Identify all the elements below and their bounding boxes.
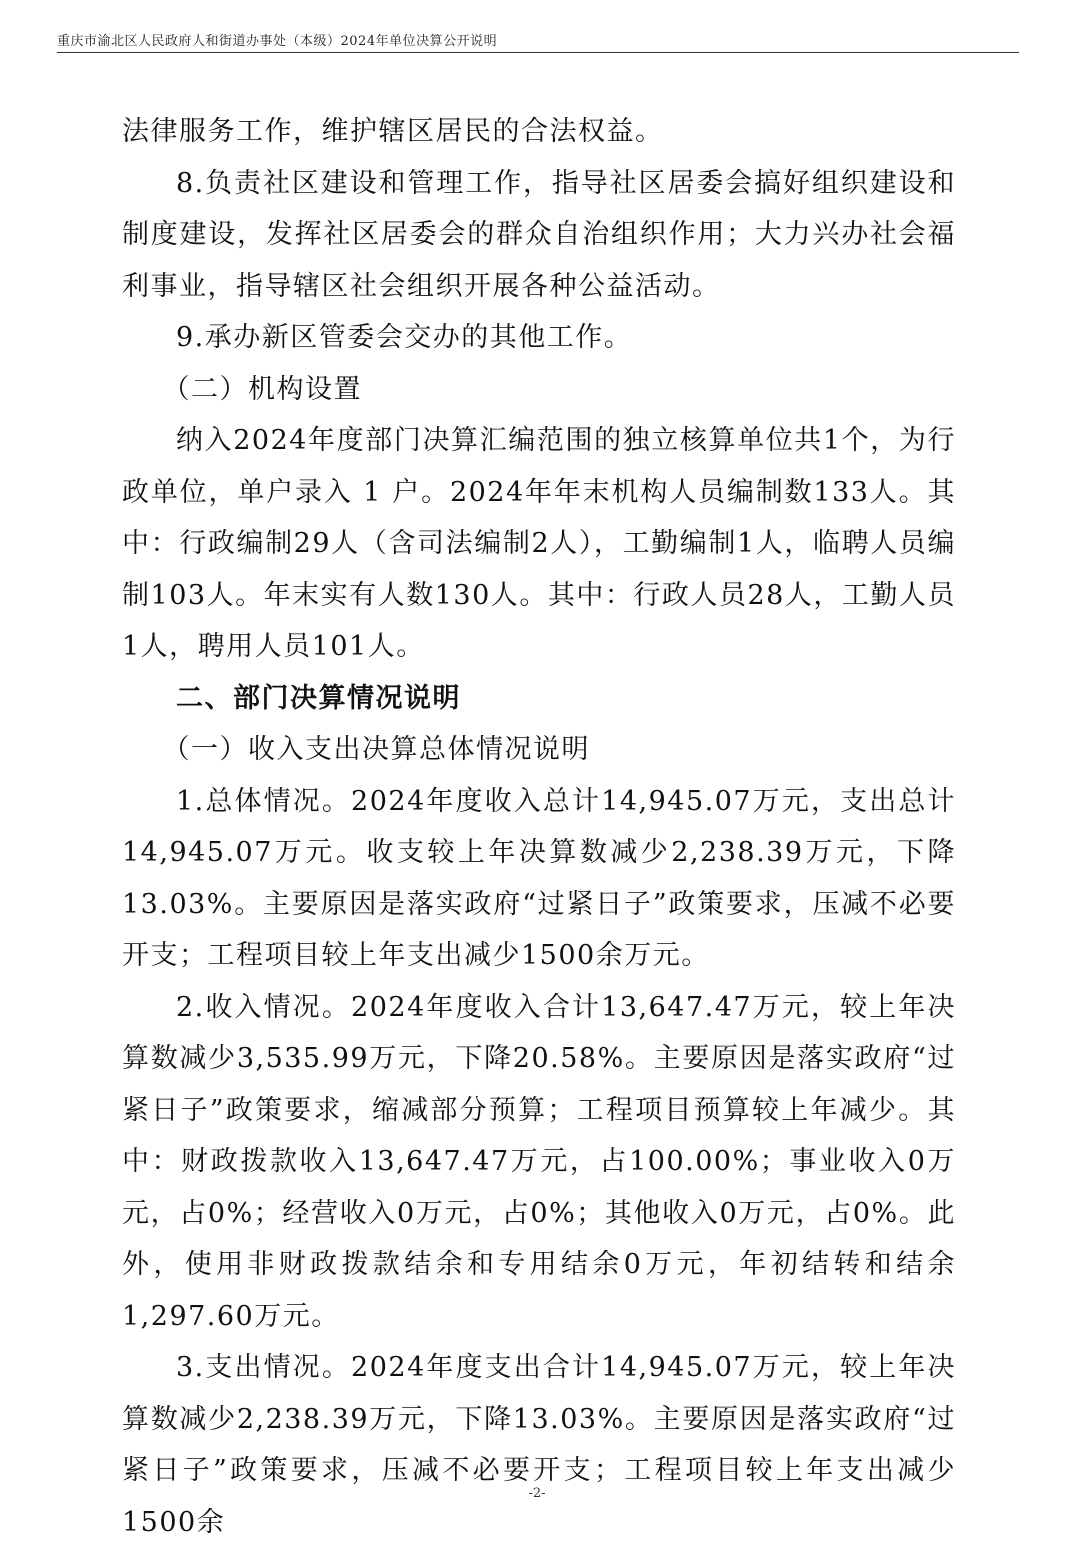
paragraph-organization-setup: 纳入2024年度部门决算汇编范围的独立核算单位共1个，为行政单位，单户录入 1 户。2024年年末机构人员编制数133人。其中：行政编制29人（含司法编制2人），工勤编制1人，临聘人员编制103人。年末实有人数130人。其中：行政人员28人，工勤人员1人，聘用人员101人。 [122, 425, 956, 662]
subheading-organization-setup: （二）机构设置 [162, 373, 362, 405]
subheading-income-expenditure: （一）收入支出决算总体情况说明 [162, 734, 590, 765]
page-body [122, 106, 956, 1548]
paragraph-income-situation: 2.收入情况。2024年度收入合计13,647.47万元，较上年决算数减少3,535.99万元，下降20.58%。主要原因是落实政府“过紧日子”政策要求，缩减部分预算；工程项目预算较上年减少。其中：财政拨款收入13,647.47万元，占100.00%；事业收入0万元，占0%；经营收入0万元，占0%；其他收入0万元，占0%。此外，使用非财政拨款结余和专用结余0万元，年初结转和结余1,297.60万元。 [122, 991, 956, 1332]
paragraph-overall-situation: 1.总体情况。2024年度收入总计14,945.07万元，支出总计14,945.07万元。收支较上年决算数减少2,238.39万元，下降13.03%。主要原因是落实政府“过紧日子”政策要求，压减不必要开支；工程项目较上年支出减少1500余万元。 [122, 785, 956, 971]
paragraph-item-8: 8.负责社区建设和管理工作，指导社区居委会搞好组织建设和制度建设，发挥社区居委会的群众自治组织作用；大力兴办社会福利事业，指导辖区社会组织开展各种公益活动。 [122, 167, 956, 302]
paragraph-legal-services: 法律服务工作，维护辖区居民的合法权益。 [122, 116, 664, 147]
paragraph-expenditure-situation: 3.支出情况。2024年度支出合计14,945.07万元，较上年决算数减少2,238.39万元，下降13.03%。主要原因是落实政府“过紧日子”政策要求，压减不必要开支；工程项目较上年支出减少1500余 [122, 1352, 956, 1538]
document-header: 重庆市渝北区人民政府人和街道办事处（本级）2024年单位决算公开说明 [57, 34, 498, 49]
header-divider [57, 52, 1019, 53]
page-number: -2- [528, 1486, 546, 1501]
section-heading-final-accounts: 二、部门决算情况说明 [176, 682, 461, 714]
paragraph-item-9: 9.承办新区管委会交办的其他工作。 [176, 322, 633, 353]
